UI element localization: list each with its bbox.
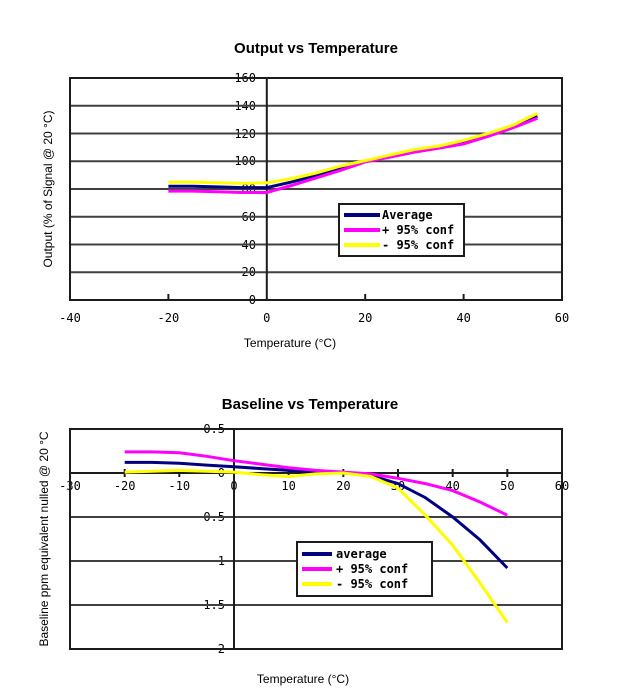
chart-title: Output vs Temperature — [234, 40, 398, 57]
y-tick-label: 20 — [241, 265, 256, 280]
legend-line-sample — [344, 213, 380, 217]
y-tick-label: 140 — [234, 98, 256, 113]
x-tick-label: -30 — [59, 479, 81, 493]
y-tick-label: 0.5 — [203, 422, 225, 436]
x-tick-label: 0 — [230, 479, 238, 493]
legend-item — [344, 237, 459, 252]
legend-line-sample — [344, 243, 380, 247]
y-tick-label: 2 — [217, 642, 225, 656]
legend-line-sample — [344, 228, 380, 232]
legend-label: Average — [382, 208, 433, 223]
x-tick-label: 20 — [357, 311, 373, 325]
chart-title: Baseline vs Temperature — [221, 396, 399, 413]
legend-item — [302, 546, 427, 561]
y-tick-label: 80 — [241, 182, 256, 196]
x-tick-label: 0 — [263, 311, 271, 325]
legend-label: average — [336, 546, 387, 561]
y-axis-title: Baseline ppm equivalent nulled @ 20 °C — [37, 431, 51, 647]
y-tick-label: 1 — [217, 554, 225, 568]
legend-label: - 95% conf — [382, 237, 455, 252]
x-tick-label: 60 — [554, 311, 570, 325]
x-tick-label: -20 — [113, 479, 136, 493]
x-tick-label: 50 — [500, 479, 515, 493]
y-tick-label: 120 — [234, 126, 256, 141]
y-tick-label: 0 — [248, 293, 256, 307]
legend-line-sample — [302, 582, 332, 586]
legend-item — [344, 223, 459, 238]
legend-item — [344, 208, 459, 223]
legend-item — [302, 577, 427, 592]
legend — [296, 541, 433, 597]
x-tick-label: 30 — [390, 479, 406, 493]
legend-label: - 95% conf — [336, 577, 409, 592]
legend-label: + 95% conf — [382, 223, 455, 237]
x-axis-title: Temperature (°C) — [256, 672, 350, 686]
legend-line-sample — [302, 552, 332, 556]
y-tick-label: 0 — [217, 466, 225, 480]
x-tick-label: 40 — [456, 311, 471, 325]
x-tick-label: -10 — [168, 479, 191, 493]
x-tick-label: 20 — [336, 479, 351, 493]
x-tick-label: 60 — [554, 479, 570, 493]
x-tick-label: -20 — [157, 311, 180, 325]
x-axis-title: Temperature (°C) — [243, 336, 337, 350]
y-tick-label: 100 — [234, 154, 256, 169]
x-tick-label: 40 — [445, 479, 460, 493]
y-tick-label: 60 — [241, 209, 256, 224]
y-tick-label: 40 — [241, 237, 256, 252]
y-tick-label: 0.5 — [203, 510, 225, 524]
y-tick-label: 1.5 — [203, 598, 225, 612]
legend-item — [302, 561, 427, 576]
legend-line-sample — [302, 567, 332, 571]
y-axis-title: Output (% of Signal @ 20 °C) — [41, 110, 55, 268]
x-tick-label: -40 — [59, 311, 81, 325]
y-tick-label: 160 — [234, 71, 256, 85]
x-tick-label: 10 — [281, 479, 296, 493]
legend-label: + 95% conf — [336, 561, 409, 576]
legend — [338, 203, 465, 257]
